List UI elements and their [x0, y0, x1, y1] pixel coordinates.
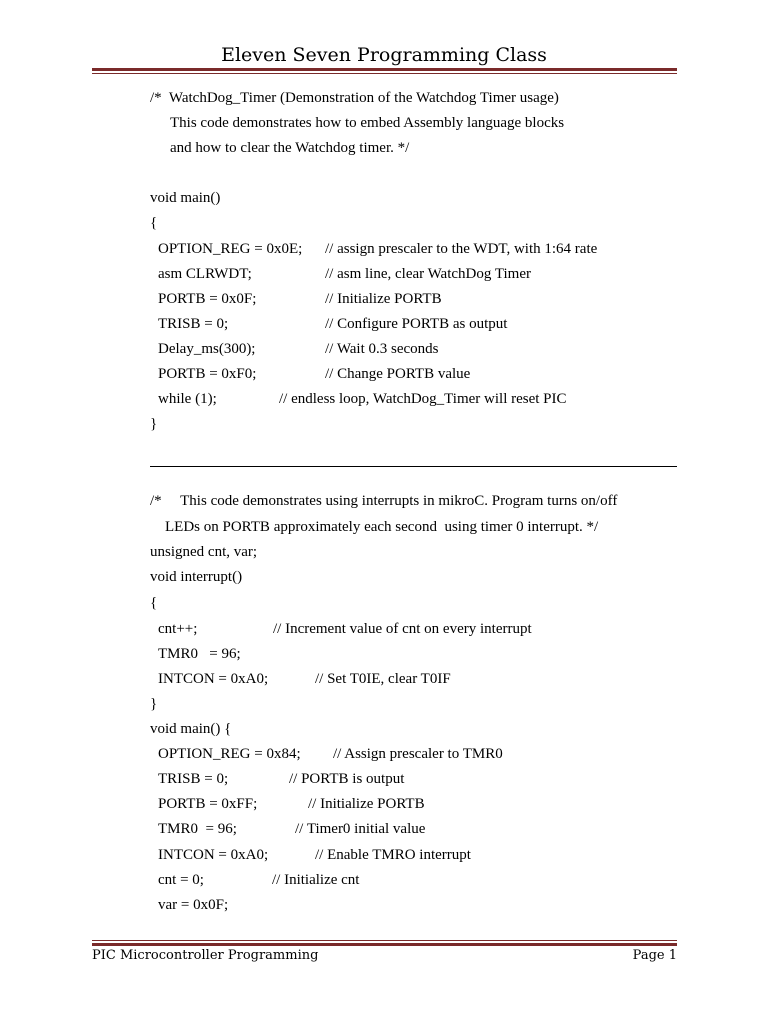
code-line: unsigned cnt, var; — [150, 544, 258, 560]
header-rule-thick — [92, 68, 677, 71]
code-comment: // Set T0IE, clear T0IF — [315, 671, 451, 687]
code-statement: cnt = 0; — [158, 872, 204, 888]
code-statement: cnt++; — [158, 621, 198, 637]
code-line: var = 0x0F; — [158, 897, 229, 913]
code-statement: TMR0 = 96; — [158, 821, 237, 837]
code-comment: // Initialize PORTB — [325, 291, 442, 307]
code-comment: // PORTB is output — [289, 771, 405, 787]
code-line: { — [150, 595, 158, 611]
page-number: Page 1 — [632, 948, 677, 963]
code-line: This code demonstrates how to embed Assembly language blocks — [170, 115, 565, 131]
code-comment: // Change PORTB value — [325, 366, 471, 382]
code-statement: OPTION_REG = 0x84; — [158, 746, 301, 762]
code-statement: OPTION_REG = 0x0E; — [158, 241, 303, 257]
code-statement: while (1); — [158, 391, 217, 407]
code-statement: PORTB = 0x0F; — [158, 291, 257, 307]
code-line: LEDs on PORTB approximately each second using timer 0 interrupt. */ — [165, 519, 599, 535]
code-line: } — [150, 696, 158, 712]
code-comment: // Enable TMRO interrupt — [315, 847, 471, 863]
code-line: void main() { — [150, 721, 232, 737]
code-statement: INTCON = 0xA0; — [158, 847, 269, 863]
code-comment: // Assign prescaler to TMR0 — [333, 746, 503, 762]
code-statement: asm CLRWDT; — [158, 266, 252, 282]
code-line: } — [150, 416, 158, 432]
code-line: and how to clear the Watchdog timer. */ — [170, 140, 410, 156]
code-comment: // Timer0 initial value — [295, 821, 426, 837]
code-line: /* WatchDog_Timer (Demonstration of the Watchdog Timer usage) — [150, 90, 559, 106]
section-divider — [150, 466, 677, 467]
code-comment: // Increment value of cnt on every interrupt — [273, 621, 532, 637]
code-statement: TRISB = 0; — [158, 316, 229, 332]
header-rule-thin — [92, 73, 677, 74]
code-statement: PORTB = 0xFF; — [158, 796, 258, 812]
code-line: { — [150, 215, 158, 231]
code-line: void main() — [150, 190, 221, 206]
footer-rule-thick — [92, 943, 677, 946]
code-comment: // assign prescaler to the WDT, with 1:64 rate — [325, 241, 598, 257]
code-comment: // Initialize cnt — [272, 872, 360, 888]
code-comment: // Configure PORTB as output — [325, 316, 508, 332]
code-comment: // endless loop, WatchDog_Timer will reset PIC — [279, 391, 567, 407]
code-comment: // asm line, clear WatchDog Timer — [325, 266, 531, 282]
footer-document-title: PIC Microcontroller Programming — [92, 948, 319, 963]
footer-rule-thin — [92, 940, 677, 941]
code-comment: // Initialize PORTB — [308, 796, 425, 812]
code-statement: TRISB = 0; — [158, 771, 229, 787]
code-statement: Delay_ms(300); — [158, 341, 256, 357]
code-statement: PORTB = 0xF0; — [158, 366, 257, 382]
code-line: void interrupt() — [150, 569, 243, 585]
page-title: Eleven Seven Programming Class — [221, 44, 547, 66]
code-comment: // Wait 0.3 seconds — [325, 341, 439, 357]
code-line: TMR0 = 96; — [158, 646, 241, 662]
code-statement: INTCON = 0xA0; — [158, 671, 269, 687]
code-line: /* This code demonstrates using interrupts in mikroC. Program turns on/off — [150, 493, 618, 509]
